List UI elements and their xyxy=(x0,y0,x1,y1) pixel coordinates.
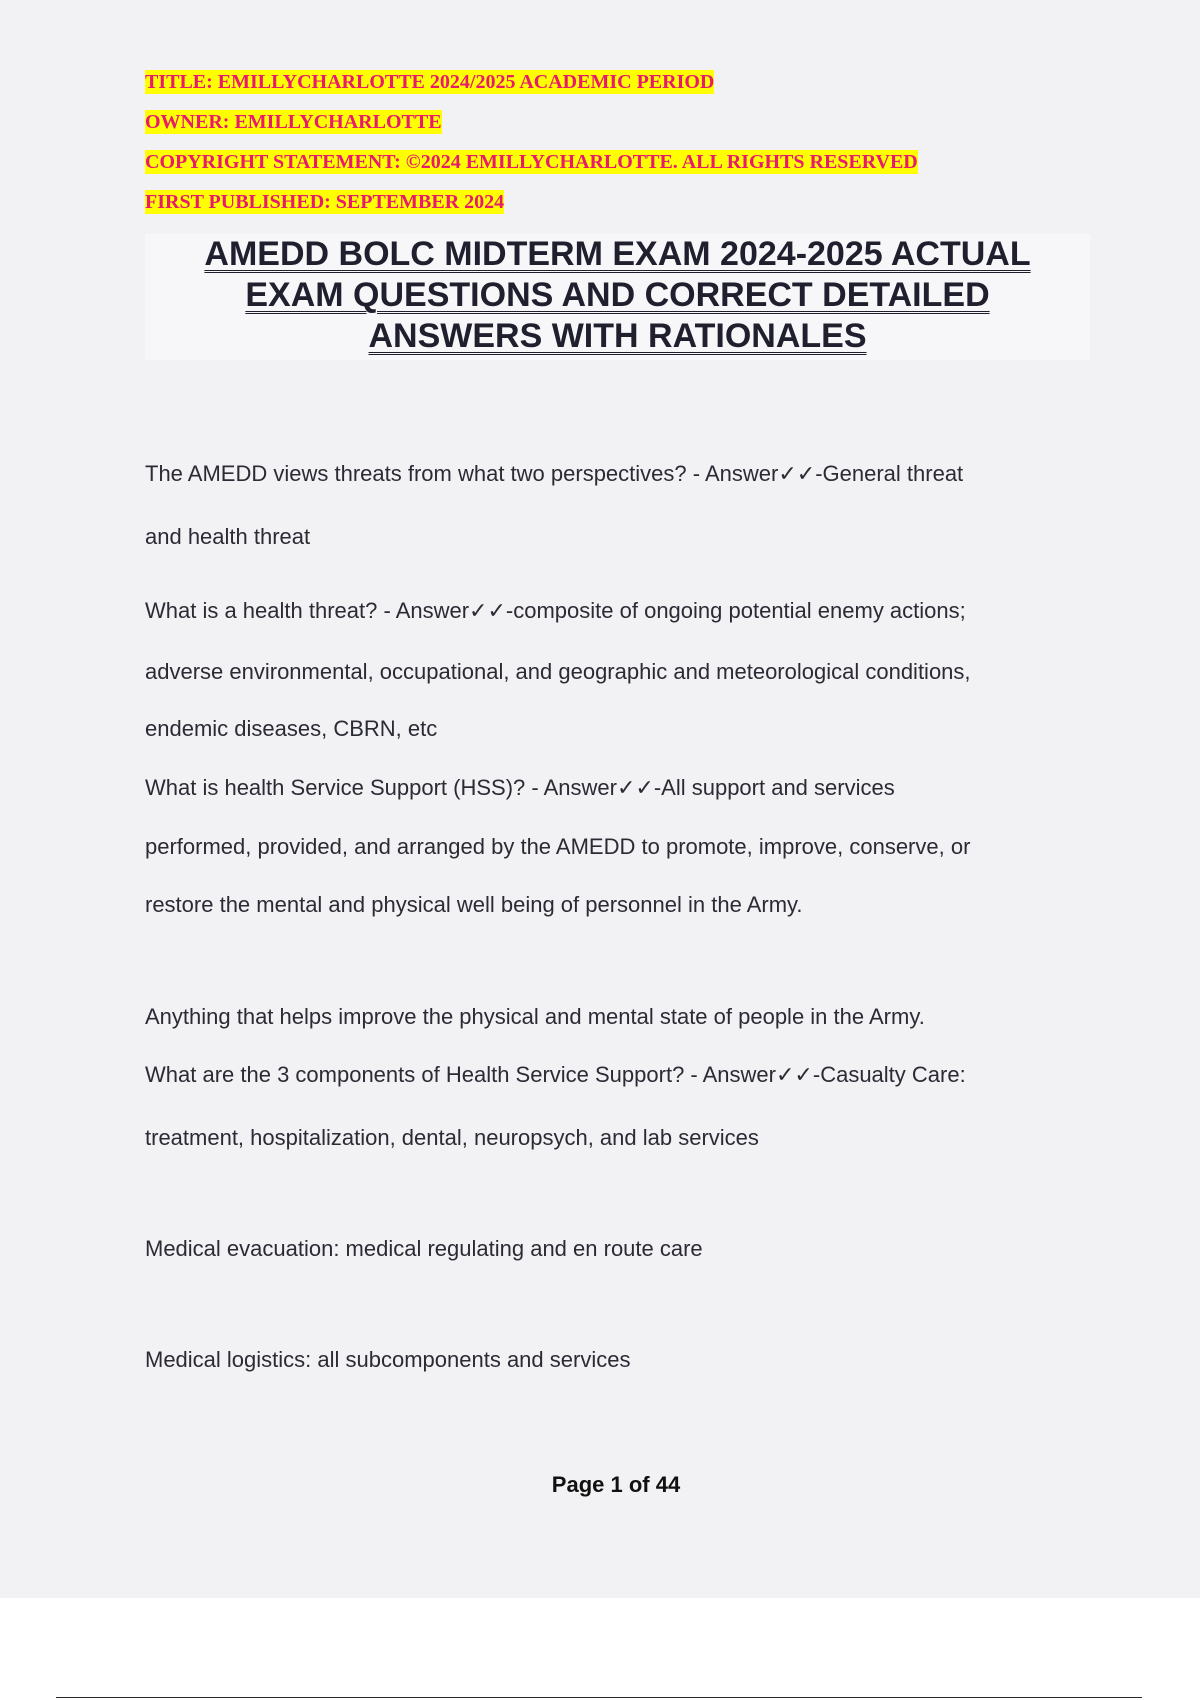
title-line: AMEDD BOLC MIDTERM EXAM 2024-2025 ACTUAL xyxy=(204,235,1031,273)
document-metadata xyxy=(145,70,918,230)
title-line: EXAM QUESTIONS AND CORRECT DETAILED xyxy=(245,276,990,314)
document-title xyxy=(145,234,1090,360)
body-line: treatment, hospitalization, dental, neuropsych, and lab services xyxy=(145,1125,759,1150)
body-line: Anything that helps improve the physical and mental state of people in the Army. xyxy=(145,1004,925,1029)
body-line: endemic diseases, CBRN, etc xyxy=(145,716,438,741)
body-line: performed, provided, and arranged by the AMEDD to promote, improve, conserve, or xyxy=(145,834,971,859)
bottom-divider xyxy=(56,1697,1142,1698)
page-number: Page 1 of 44 xyxy=(551,1472,681,1497)
body-line: What is a health threat? - Answer✓✓-composite of ongoing potential enemy actions; xyxy=(145,598,966,623)
body-line: adverse environmental, occupational, and geographic and meteorological conditions, xyxy=(145,659,971,684)
body-line: What are the 3 components of Health Service Support? - Answer✓✓-Casualty Care: xyxy=(145,1062,966,1087)
body-line: What is health Service Support (HSS)? - Answer✓✓-All support and services xyxy=(145,775,895,800)
metadata-owner-line xyxy=(145,110,918,150)
metadata-published: FIRST PUBLISHED: SEPTEMBER 2024 xyxy=(145,191,505,213)
metadata-copyright: COPYRIGHT STATEMENT: ©2024 EMILLYCHARLOTTE. ALL RIGHTS RESERVED xyxy=(145,151,918,173)
body-line: restore the mental and physical well being of personnel in the Army. xyxy=(145,892,803,917)
metadata-owner: OWNER: EMILLYCHARLOTTE xyxy=(145,111,442,133)
body-line: The AMEDD views threats from what two perspectives? - Answer✓✓-General threat xyxy=(145,461,964,486)
metadata-copyright-line xyxy=(145,150,918,190)
body-line: and health threat xyxy=(145,524,311,549)
metadata-title-line xyxy=(145,70,918,110)
metadata-title: TITLE: EMILLYCHARLOTTE 2024/2025 ACADEMIC PERIOD xyxy=(145,71,715,93)
body-line: Medical logistics: all subcomponents and services xyxy=(145,1347,631,1372)
body-line: Medical evacuation: medical regulating and en route care xyxy=(145,1236,703,1261)
metadata-published-line xyxy=(145,190,918,230)
title-line: ANSWERS WITH RATIONALES xyxy=(368,317,867,355)
